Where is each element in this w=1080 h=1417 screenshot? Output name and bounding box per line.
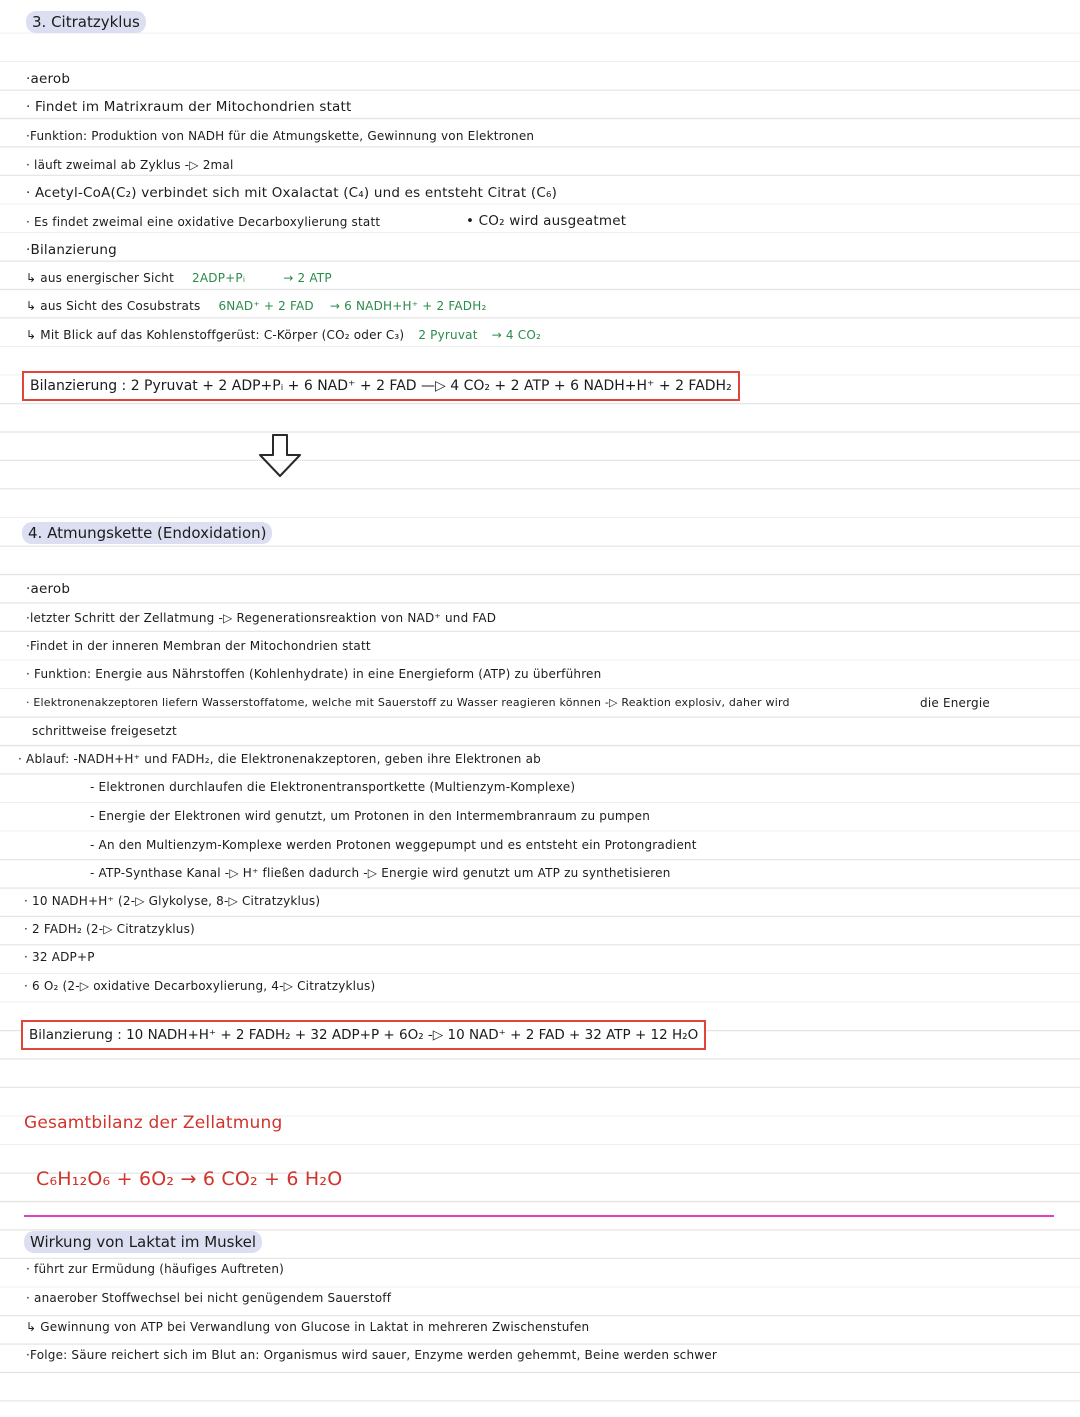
atmung-line: - Elektronen durchlaufen die Elektronentransportkette (Multienzym-Komplexe) [90,780,576,794]
citrat-line: ·Bilanzierung [26,242,117,258]
citrat-line: · Es findet zweimal eine oxidative Decarboxylierung statt [26,215,381,229]
bilanz-line [26,326,541,344]
atmung-line: schrittweise freigesetzt [32,724,177,738]
bilanz-left: 2ADP+Pᵢ [192,271,246,285]
citrat-line: ·Funktion: Produktion von NADH für die Atmungskette, Gewinnung von Elektronen [26,129,535,143]
bilanz-left: 6NAD⁺ + 2 FAD [218,299,314,313]
gesamt-formula: C₆H₁₂O₆ + 6O₂ → 6 CO₂ + 6 H₂O [36,1168,343,1190]
bilanz-prefix: ↳ aus energischer Sicht [26,271,174,285]
citrat-line: · Acetyl-CoA(C₂) verbindet sich mit Oxalactat (C₄) und es entsteht Citrat (C₆) [26,185,558,201]
atmung-line: · 10 NADH+H⁺ (2-▷ Glykolyse, 8-▷ Citratzyklus) [24,894,321,908]
atmung-line: die Energie [920,696,990,710]
heading-atmungskette: 4. Atmungskette (Endoxidation) [22,522,272,544]
atmung-line: · 6 O₂ (2-▷ oxidative Decarboxylierung, 4-▷ Citratzyklus) [24,979,376,993]
atmung-line: · 2 FADH₂ (2-▷ Citratzyklus) [24,922,195,936]
atmung-line: ·Findet in der inneren Membran der Mitochondrien statt [26,639,371,653]
atmung-line: - ATP-Synthase Kanal -▷ H⁺ fließen dadurch -▷ Energie wird genutzt um ATP zu synthetisieren [90,866,671,880]
heading-citratzyklus: 3. Citratzyklus [26,11,146,33]
laktat-line: · anaerober Stoffwechsel bei nicht genügendem Sauerstoff [26,1291,392,1305]
heading-laktat: Wirkung von Laktat im Muskel [24,1231,262,1253]
bilanz-line [26,297,486,315]
bilanz-left: 2 Pyruvat [418,328,478,342]
atmung-line: ·letzter Schritt der Zellatmung -▷ Regenerationsreaktion von NAD⁺ und FAD [26,611,497,625]
citrat-line: ·aerob [26,71,71,87]
bilanz-arrow: → [491,328,502,342]
bilanz-right: 6 NADH+H⁺ + 2 FADH₂ [344,299,487,313]
bilanz-arrow: → [329,299,341,313]
bilanz-box-atmung: Bilanzierung : 10 NADH+H⁺ + 2 FADH₂ + 32 ADP+P + 6O₂ -▷ 10 NAD⁺ + 2 FAD + 32 ATP + 12 H₂O [21,1020,706,1050]
laktat-line: ↳ Gewinnung von ATP bei Verwandlung von Glucose in Laktat in mehreren Zwischenstufen [26,1320,590,1334]
bilanz-prefix: ↳ aus Sicht des Cosubstrats [26,299,201,313]
citrat-line: · Findet im Matrixraum der Mitochondrien statt [26,99,352,115]
atmung-line: · Ablauf: -NADH+H⁺ und FADH₂, die Elektronenakzeptoren, geben ihre Elektronen ab [18,752,541,766]
down-arrow-icon [256,433,304,479]
atmung-line: · 32 ADP+P [24,950,95,964]
atmung-line: · Elektronenakzeptoren liefern Wasserstoffatome, welche mit Sauerstoff zu Wasser reagieren können -▷ Reaktion explosiv, daher wird [26,696,790,709]
atmung-line: ·aerob [26,581,71,597]
bilanz-arrow: → [283,271,294,285]
bilanz-box-citrat: Bilanzierung : 2 Pyruvat + 2 ADP+Pᵢ + 6 NAD⁺ + 2 FAD —▷ 4 CO₂ + 2 ATP + 6 NADH+H⁺ + 2 FADH₂ [22,371,740,401]
laktat-line: ·Folge: Säure reichert sich im Blut an: Organismus wird sauer, Enzyme werden gehemmt, Beine werden schwer [26,1348,717,1362]
atmung-line: · Funktion: Energie aus Nährstoffen (Kohlenhydrate) in eine Energieform (ATP) zu überführen [26,667,602,681]
atmung-line: - An den Multienzym-Komplexe werden Protonen weggepumpt und es entsteht ein Protongradient [90,838,697,852]
bilanz-right: 4 CO₂ [505,328,542,342]
atmung-line: - Energie der Elektronen wird genutzt, um Protonen in den Intermembranraum zu pumpen [90,809,650,823]
heading-gesamtbilanz: Gesamtbilanz der Zellatmung [24,1113,283,1133]
citrat-line: • CO₂ wird ausgeatmet [466,213,627,229]
bilanz-line [26,269,332,287]
bilanz-right: 2 ATP [297,271,332,285]
citrat-line: · läuft zweimal ab Zyklus -▷ 2mal [26,158,234,172]
laktat-line: · führt zur Ermüdung (häufiges Auftreten) [26,1262,285,1276]
bilanz-prefix: ↳ Mit Blick auf das Kohlenstoffgerüst: C-Körper (CO₂ oder C₃) [26,328,405,342]
divider-line [24,1215,1054,1217]
